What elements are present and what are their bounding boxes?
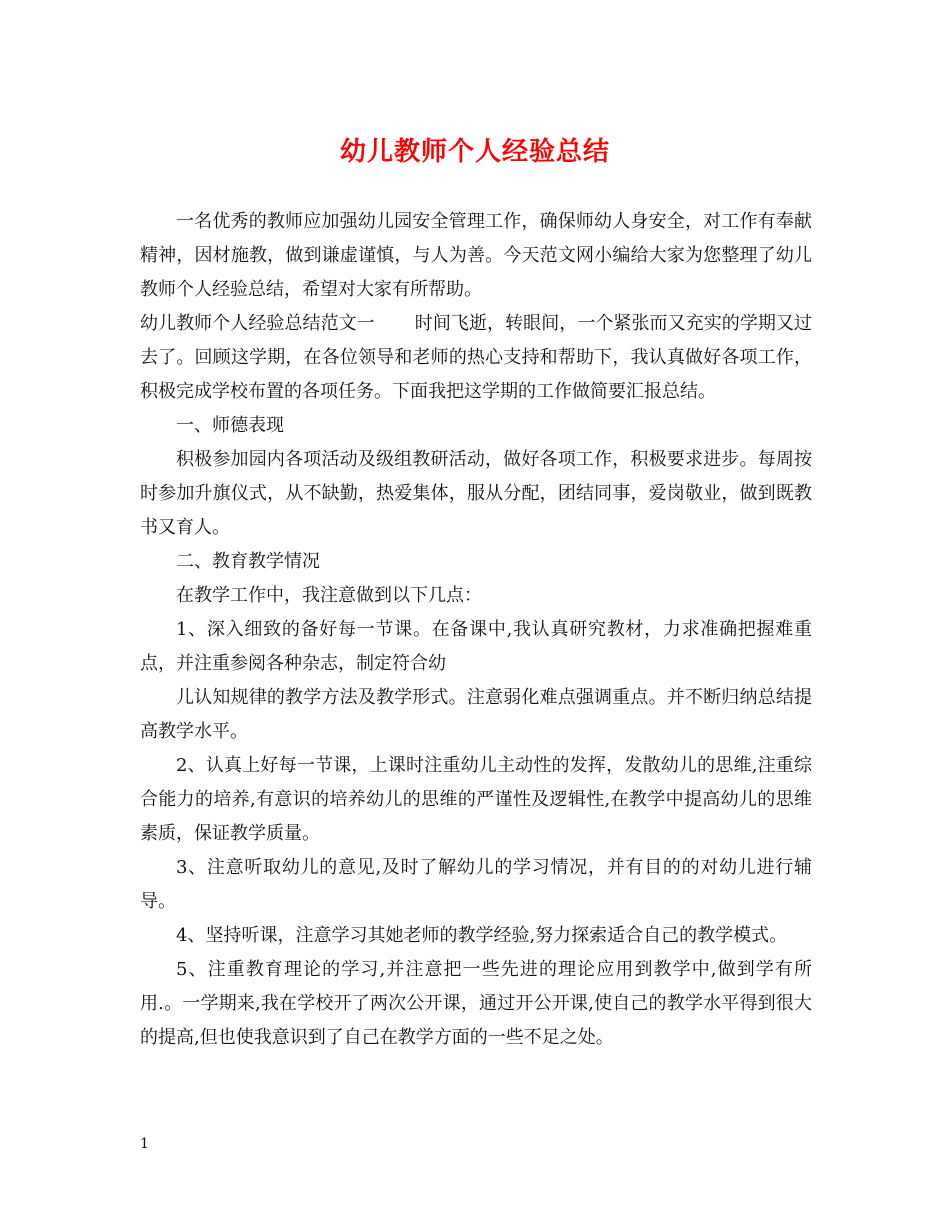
teaching-point-4: 4、坚持听课，注意学习其她老师的教学经验,努力探索适合自己的教学模式。 xyxy=(176,925,788,946)
teaching-point-3: 3、注意听取幼儿的意见,及时了解幼儿的学习情况，并有目的的对幼儿进行辅导。 xyxy=(140,857,812,912)
document-title: 幼儿教师个人经验总结 xyxy=(339,137,610,167)
intro-paragraph: 一名优秀的教师应加强幼儿园安全管理工作，确保师幼人身安全，对工作有奉献精神，因材施教，做到谦虚谨慎，与人为善。今天范文网小编给大家为您整理了幼儿教师个人经验总结，希望对大家有所帮助。 xyxy=(140,211,812,300)
section-heading-teaching: 二、教育教学情况 xyxy=(176,551,320,572)
document-body xyxy=(140,205,812,1055)
sample-opening-text: 时间飞逝，转眼间，一个紧张而又充实的学期又过去了。回顾这学期，在各位领导和老师的热心支持和帮助下，我认真做好各项工作，积极完成学校布置的各项任务。下面我把这学期的工作做简要汇报总结。 xyxy=(140,313,813,402)
section-heading-ethics: 一、师德表现 xyxy=(176,415,284,436)
teaching-point-1: 1、深入细致的备好每一节课。在备课中,我认真研究教材，力求准确把握难重点，并注重参阅各种杂志，制定符合幼 xyxy=(140,619,812,674)
page-number: 1 xyxy=(140,1136,149,1152)
teaching-point-1-continued: 儿认知规律的教学方法及教学形式。注意弱化难点强调重点。并不断归纳总结提高教学水平。 xyxy=(140,687,812,742)
teaching-intro-paragraph: 在教学工作中，我注意做到以下几点： xyxy=(176,585,482,606)
ethics-paragraph: 积极参加园内各项活动及级组教研活动，做好各项工作，积极要求进步。每周按时参加升旗仪式，从不缺勤，热爱集体，服从分配，团结同事，爱岗敬业，做到既教书又育人。 xyxy=(140,449,812,538)
teaching-point-2: 2、认真上好每一节课，上课时注重幼儿主动性的发挥，发散幼儿的思维,注重综合能力的培养,有意识的培养幼儿的思维的严谨性及逻辑性,在教学中提高幼儿的思维素质，保证教学质量。 xyxy=(140,755,812,844)
sample-heading: 幼儿教师个人经验总结范文一 xyxy=(140,313,375,334)
sample-heading-paragraph xyxy=(140,307,812,409)
teaching-point-5: 5、注重教育理论的学习,并注意把一些先进的理论应用到教学中,做到学有所用.。一学期来,我在学校开了两次公开课，通过开公开课,使自己的教学水平得到很大的提高,但也使我意识到了自己在教学方面的一些不足之处。 xyxy=(140,959,812,1048)
